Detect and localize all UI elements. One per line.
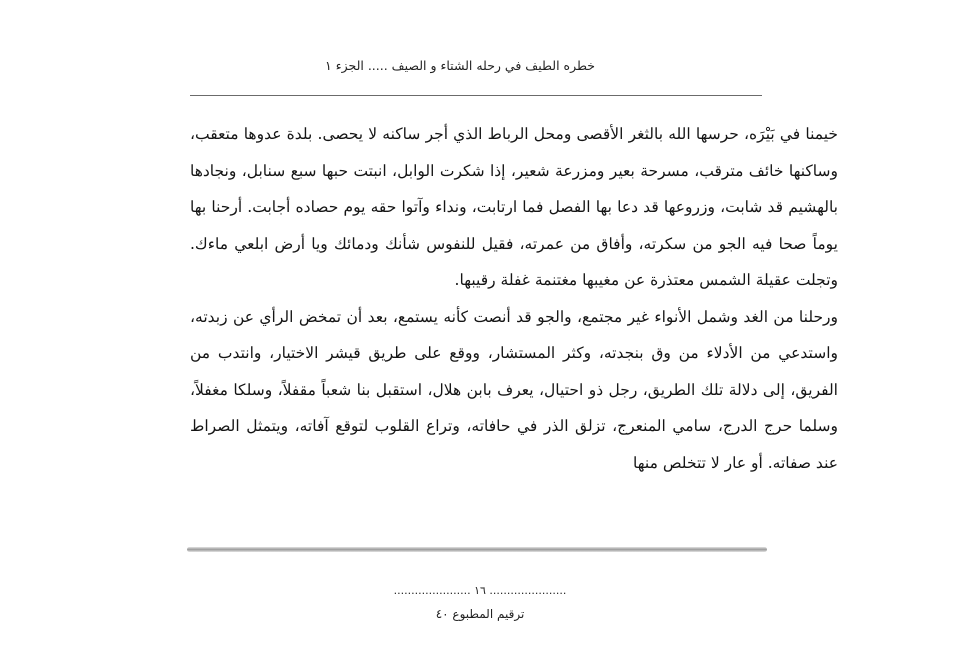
body-text: [190, 116, 838, 481]
paragraph: خيمنا في بَيْرَه، حرسها الله بالثغر الأقصى ومحل الرباط الذي أجر ساكنه لا يحصى. بلدة عدوها متعقب، وساكنها خائف مترقب، مسرحة بعير ومزرعة شعير، إذا شكرت الوابل، انبتت حبها سبع سنابل، ونجادها بالهشيم قد شابت، وزروعها قد دعا بها الفصل فما ارتابت، ونداء وآتوا حقه يوم حصاده أجابت. أرحنا بها يوماً صحا فيه الجو من سكرته، وأفاق من عمرته، فقيل للنفوس شأنك ودمائك ويا أرض ابلعي ماءك. وتجلت عقيلة الشمس معتذرة عن مغيبها مغتنمة غفلة رقيبها.: [190, 125, 838, 289]
running-header: خطره الطيف في رحله الشتاء و الصيف ..... الجزء ١: [325, 58, 595, 73]
footer-divider: [187, 547, 767, 552]
print-page-number: ترقيم المطبوع ٤٠: [435, 607, 525, 621]
paragraph: ورحلنا من الغد وشمل الأنواء غير مجتمع، والجو قد أنصت كأنه يستمع، بعد أن تمخض الرأي عن زبدته، واستدعي من الأدلاء من وق بنجدته، وكثر المستشار، ووقع على طريق قيشر الاختيار، وانتدب من الفريق، إلى دلالة تلك الطريق، رجل ذو احتيال، يعرف بابن هلال، استقبل بنا شعباً مقفلاً، وسلكا مغفلاً، وسلما حرج الدرج، سامي المنعرج، تزلق الذر في حافاته، وتراع القلوب لتوقع آفاته، ويتمثل الصراط عند صفاته. أو عار لا تتخلص منها: [190, 307, 838, 472]
page-number: ...................... ١٦ ......................: [393, 584, 567, 597]
header-divider: [190, 95, 762, 96]
